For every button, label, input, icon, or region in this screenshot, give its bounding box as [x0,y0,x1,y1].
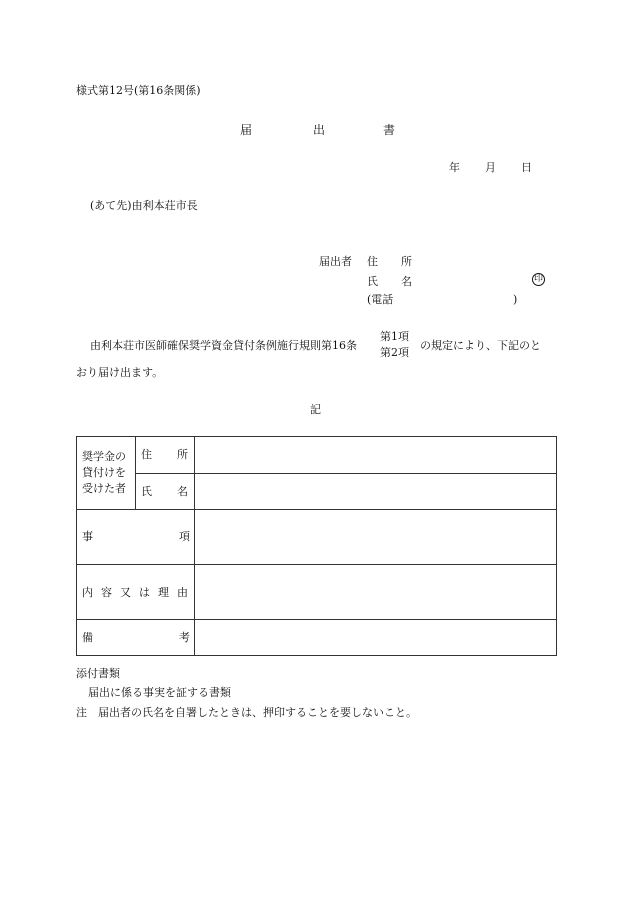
remarks-label: 備 [82,631,93,644]
body-text: 由利本荘市医師確保奨学資金貸付条例施行規則第16条 [90,339,357,352]
matter-label: 項 [179,530,190,543]
applicant-phone-close: ) [513,293,518,306]
date-year-label: 年 [449,161,460,174]
body-text: の規定により、下記のと [420,339,541,352]
table-address-label: 所 [177,448,188,461]
attachments-item: 届出に係る事実を証する書類 [88,686,231,699]
lender-label: 貸付けを [82,466,126,479]
applicant-name-label: 氏 [367,275,378,288]
matter-label: 事 [82,530,93,543]
applicant-address-label: 所 [401,255,412,268]
table-address-label: 住 [141,448,152,461]
reason-label: 内 [82,586,93,599]
remarks-label: 考 [179,631,190,644]
reason-label: 容 [101,586,112,599]
reason-label: 理 [158,586,169,599]
applicant-label: 届出者 [319,255,352,268]
reason-label: 又 [120,586,131,599]
form-title-char: 届 [240,123,253,137]
footnote: 注 届出者の氏名を自署したときは、押印することを要しないこと。 [76,706,417,719]
attachments-heading: 添付書類 [76,667,120,680]
table-divider [194,436,195,656]
table-name-label: 氏 [141,485,152,498]
seal-mark-icon: 印 [533,274,543,284]
table-divider [76,619,557,620]
form-title-char: 書 [383,123,396,137]
ki-heading: 記 [310,403,321,416]
addressee: (あて先)由利本荘市長 [90,199,198,212]
date-day-label: 日 [521,161,532,174]
lender-label: 奨学金の [82,450,126,463]
clause-option-1: 第1項 [380,330,409,343]
form-number: 様式第12号(第16条関係) [76,84,201,97]
table-name-label: 名 [177,485,188,498]
clause-option-2: 第2項 [380,346,409,359]
form-title-char: 出 [313,123,326,137]
table-divider [76,564,557,565]
body-text: おり届け出ます。 [76,366,164,379]
date-month-label: 月 [485,161,496,174]
table-divider [135,473,557,474]
record-table [76,436,557,656]
applicant-phone-label: (電話 [367,293,394,306]
table-divider [76,509,557,510]
applicant-address-label: 住 [367,255,378,268]
applicant-name-label: 名 [401,275,412,288]
reason-label: は [139,586,150,599]
reason-label: 由 [177,586,188,599]
lender-label: 受けた者 [82,482,126,495]
